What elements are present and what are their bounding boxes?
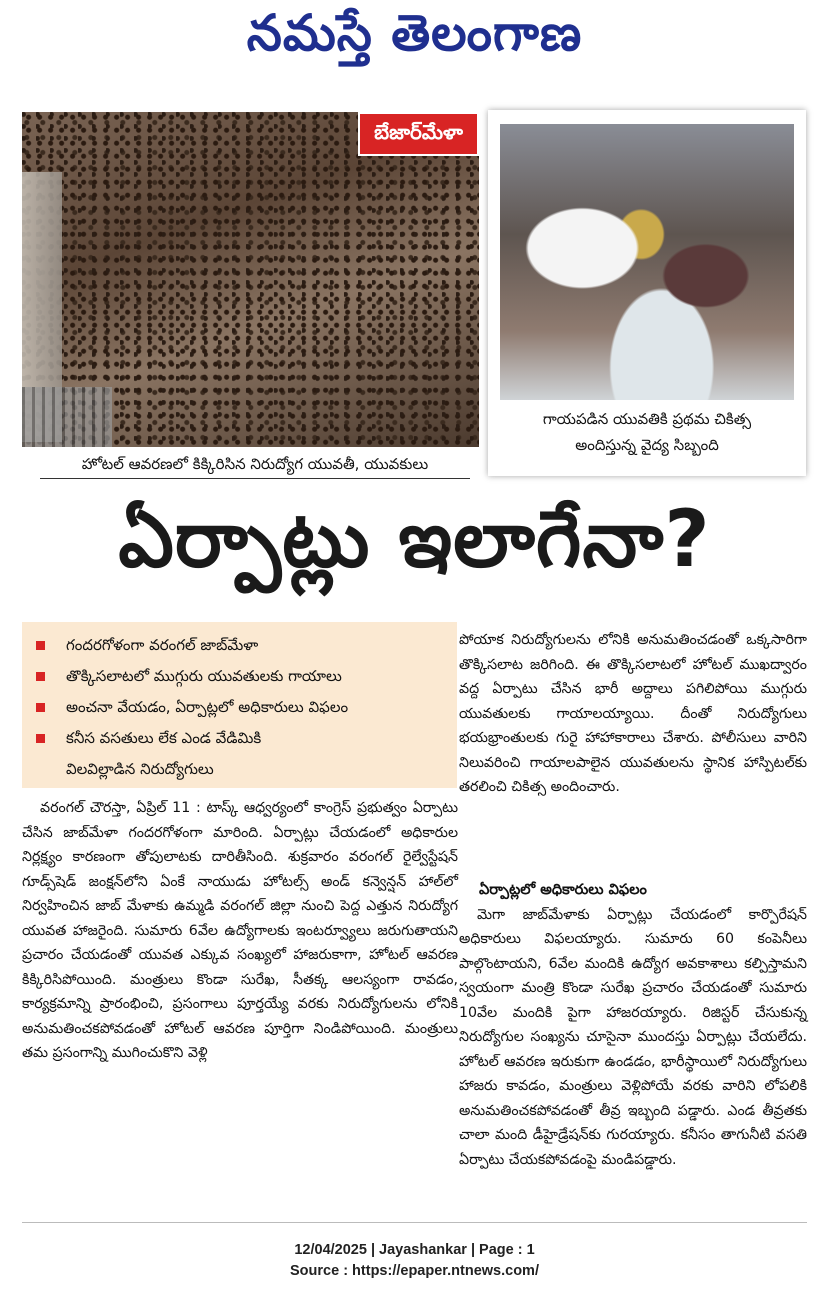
highlight-item: గందరగోళంగా వరంగల్‌ జాబ్‌మేళా: [22, 630, 457, 661]
article-column-left: [22, 796, 458, 1066]
highlight-item-continued: విలవిల్లాడిన నిరుద్యోగులు: [66, 760, 214, 778]
bullet-square-icon: [36, 672, 45, 681]
medical-caption-line-2: అందిస్తున్న వైద్య సిబ్బంది: [575, 436, 719, 454]
footer-date-edition: 12/04/2025 | Jayashankar | Page : 1: [294, 1242, 535, 1258]
article-paragraph: పోయాక నిరుద్యోగులను లోనికి అనుమతించడంతో ఒక్కసారిగా తొక్కిసలాట జరిగింది. ఈ తొక్కిసలాటలో హోటల్‌ ముఖద్వారం వద్ద ఏర్పాటు చేసిన భారీ అద్దాలు పగిలిపోయి ముగ్గురు యువతులకు గాయాలయ్యాయి. దీంతో నిరుద్యోగులు భయభ్రాంతులకు గురై హాహాకారాలు చేశారు. పోలీసులు వారిని నిలువరించి గాయాలపాలైన యువతులను స్థానిక హాస్పిటల్‌కు తరలించి చికిత్స అందించారు.: [459, 632, 807, 795]
epaper-footer: [0, 1240, 829, 1282]
crowd-photo: [22, 112, 479, 447]
bottom-divider: [22, 1222, 807, 1223]
article-subheading: ఏర్పాట్లలో అధికారులు విఫలం: [479, 882, 647, 898]
article-column-right-top: [459, 628, 807, 800]
highlight-item: అంచనా వేయడం, ఏర్పాట్లలో అధికారులు విఫలం: [22, 692, 457, 723]
crowd-photo-caption: హోటల్‌ ఆవరణలో కిక్కిరిసిన నిరుద్యోగ యువతీ, యువకులు: [40, 450, 470, 479]
medical-photo-caption: [500, 406, 794, 458]
article-column-right-bottom: [459, 878, 807, 1172]
bullet-square-icon: [36, 734, 45, 743]
medical-photo-card: [488, 110, 806, 476]
highlight-item: తొక్కిసలాటలో ముగ్గురు యువతులకు గాయాలు: [22, 661, 457, 692]
photo-railing: [22, 387, 112, 447]
headline-text: ఏర్పాట్లు ఇలాగేనా?: [118, 494, 711, 585]
article-paragraph: మెగా జాబ్‌మేళాకు ఏర్పాట్లు చేయడంలో కార్పొరేషన్‌ అధికారులు విఫలయ్యారు. సుమారు 60 కంపెనీలు పాల్గొంటాయని, 6వేల మందికి ఉద్యోగ అవకాశాలు కల్పిస్తామని స్వయంగా మంత్రి కొండా సురేఖ ప్రచారం చేయడంతో సుమారు 10వేల మందికి పైగా హాజరయ్యారు. రిజిస్టర్‌ చేసుకున్న నిరుద్యోగుల సంఖ్యను చూసైనా ముందస్తు ఏర్పాట్లు చేయలేదు. హోటల్‌ ఆవరణ ఇరుకుగా ఉండడం, భారీస్థాయిలో నిరుద్యోగులు హాజరు కావడం, మంత్రులు వెళ్లిపోయే వరకు వారిని లోపలికి అనుమతించకపోవడంతో తీవ్ర ఇబ్బంది పడ్డారు. ఎండ తీవ్రతకు చాలా మంది డీహైడ్రేషన్‌కు గురయ్యారు. కనీసం తాగునీటి వసతి ఏర్పాటు చేయకపోవడంపై మండిపడ్డారు.: [459, 906, 807, 1168]
article-headline: [22, 490, 807, 608]
section-ribbon: బేజార్‌మేళా: [358, 112, 479, 156]
article-paragraph: వరంగల్‌ చౌరస్తా, ఏప్రిల్‌ 11 : టాస్క్‌ ఆధ్వర్యంలో కాంగ్రెస్‌ ప్రభుత్వం ఏర్పాటు చేసిన జాబ్‌మేళా గందరగోళంగా మారింది. ఏర్పాట్లు చేయడంలో అధికారుల నిర్లక్ష్యం కారణంగా తోపులాటకు దారితీసింది. శుక్రవారం వరంగల్‌ రైల్వేస్టేషన్‌ గూడ్స్‌షెడ్‌ జంక్షన్‌లోని ఏంకే నాయుడు హోటల్స్‌ అండ్‌ కన్వెన్షన్‌ హాల్‌లో నిర్వహించిన జాబ్‌ మేళాకు ఉమ్మడి వరంగల్‌ జిల్లా నుంచి పెద్ద ఎత్తున నిరుద్యోగ యువత హాజరైంది. సుమారు 6వేల ఉద్యోగాలకు ఇంటర్వ్యూలు జరుగుతాయని ప్రచారం చేయడంతో యువత ఎక్కువ సంఖ్యలో హాజరుకాగా, హోటల్‌ ఆవరణ కిక్కిరిసిపోయింది. మంత్రులు కొండా సురేఖ, సీతక్క ఆలస్యంగా రావడం, కార్యక్రమాన్ని ప్రారంభించి, ప్రసంగాలు పూర్తయ్యే వరకు నిరుద్యోగులను లోనికి అనుమతించకపోవడంతో హోటల్‌ ఆవరణ పూర్తిగా నిండిపోయింది. మంత్రులు తమ ప్రసంగాన్ని ముగించుకొని వెళ్లి: [22, 800, 458, 1061]
highlights-box: [22, 622, 457, 788]
footer-source: Source : https://epaper.ntnews.com/: [290, 1263, 539, 1279]
medical-photo: [500, 124, 794, 400]
highlight-item: కనీస వసతులు లేక ఎండ వేడిమికి: [22, 723, 457, 754]
masthead-title: నమస్తే తెలంగాణ: [246, 3, 583, 62]
bullet-square-icon: [36, 641, 45, 650]
medical-caption-line-1: గాయపడిన యువతికి ప్రథమ చికిత్స: [542, 410, 752, 428]
newspaper-masthead: [0, 0, 829, 78]
bullet-square-icon: [36, 703, 45, 712]
